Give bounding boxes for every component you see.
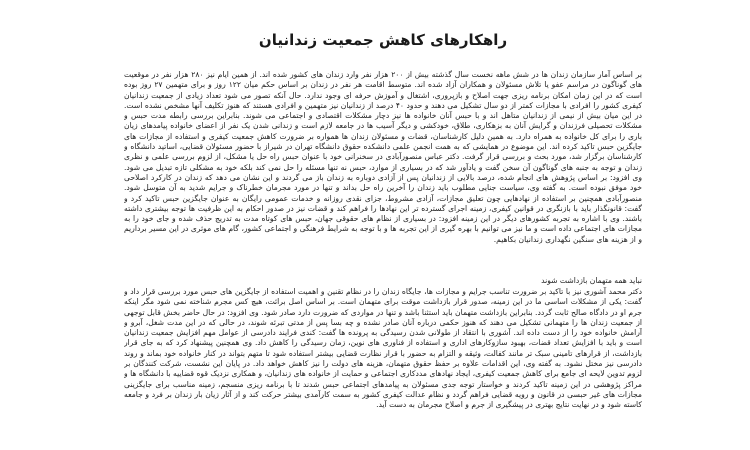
body-paragraph-detention: دکتر محمد آشوری نیز با تاکید بر ضرورت تناسب جرایم و مجازات ها، جایگاه زندان را در نظام تقنین و اهمیت استفاده از جایگزین های حبس مورد بررسی قرار داد و گفت: یکی از مشکلات اساسی ما در این زمینه، صدور قرار بازداشت موقت برای متهمان است. بر اساس اصل برائت، هیچ کس مجرم شناخته نمی شود مگر اینکه جرم او در دادگاه صالح ثابت گردد. بنابراین بازداشت متهمان باید استثنا باشد و تنها در مواردی که ضرورت دارد صادر شود. وی افزود: در حال حاضر بخش قابل توجهی از جمعیت زندان ها را متهمانی تشکیل می دهند که هنوز حکمی درباره آنان صادر نشده و چه بسا پس از مدتی تبرئه شوند، در حالی که در این مدت شغل، آبرو و آرامش خانواده خود را از دست داده اند. آشوری با انتقاد از طولانی شدن رسیدگی به پرونده ها گفت: کندی فرایند دادرسی از عوامل مهم افزایش جمعیت زندانیان است و باید با افزایش تعداد قضات، بهبود سازوکارهای اداری و استفاده از فناوری های نوین، زمان رسیدگی را کاهش داد. وی همچنین پیشنهاد کرد که به جای قرار بازداشت، از قرارهای تامینی سبک تر مانند کفالت، وثیقه و التزام به حضور با قرار نظارت قضایی بیشتر استفاده شود تا متهم بتواند در کنار خانواده خود بماند و روند دادرسی نیز مختل نشود. به گفته وی، این اقدامات علاوه بر حفظ حقوق متهمان، هزینه های دولت را نیز کاهش خواهد داد. در پایان این نشست، شرکت کنندگان بر لزوم تدوین لایحه ای جامع برای کاهش جمعیت کیفری، ایجاد نهادهای مددکاری اجتماعی و حمایت از خانواده های زندانیان، و همکاری نزدیک قوه قضاییه با دانشگاه ها و مراکز پژوهشی در این زمینه تاکید کردند و خواستار توجه جدی مسئولان به پیامدهای اجتماعی حبس شدند تا با برنامه ریزی منسجم، زمینه مناسب برای جایگزینی مجازات های غیر حبسی در قانون و رویه قضایی فراهم گردد و نظام عدالت کیفری کشور به سمت کارآمدی بیشتر حرکت کند و از آثار زیان بار زندان بر فرد و جامعه کاسته شود و در نهایت نتایج بهتری در پیشگیری از جرم و اصلاح مجرمان به دست آید. — [124, 287, 642, 410]
section-heading: نباید همه متهمان بازداشت شوند — [541, 276, 642, 285]
body-paragraph-intro: بر اساس آمار سازمان زندان ها در شش ماهه نخست سال گذشته بیش از ۲۰۰ هزار نفر وارد زندان های کشور شده اند. از همین ایام نیز ۲۸۰ هزار نفر در موقعیت های گوناگون در مراسم عفو یا تلاش مسئولان و همکاران آزاد شده اند. متوسط اقامت هر نفر در زندان بر اساس حکم میان ۱۲۲ روز و برای متهمین ۲۷ روز بوده است که در این زمان امکان برنامه ریزی جهت اصلاح و بازپروری، اشتغال و آموزش حرفه ای وجود ندارد. حال آنکه تصور می شود تعداد زیادی از جمعیت زندانیان کیفری کشور را افرادی با مجازات کمتر از دو سال تشکیل می دهند و حدود ۴۰ درصد از زندانیان نیز متهمین و افرادی هستند که هنوز تکلیف آنها مشخص نشده است. در این میان بیش از نیمی از زندانیان متاهل اند و با حبس آنان خانواده ها نیز دچار مشکلات اقتصادی و اجتماعی می شوند. بنابراین بررسی رابطه مدت حبس و مشکلات تحصیلی فرزندان و گرایش آنان به بزهکاری، طلاق، خودکشی و دیگر آسیب ها در جامعه لازم است و زندانی شدن یک نفر از اعضای خانواده پیامدهای زیان باری را برای کل خانواده به همراه دارد. به همین دلیل کارشناسان، قضات و مسئولان زندان ها همواره بر ضرورت کاهش جمعیت کیفری و استفاده از مجازات های جایگزین حبس تاکید کرده اند. این موضوع در همایشی که به همت انجمن علمی دانشکده حقوق دانشگاه تهران در شیراز با حضور مسئولان قضایی، اساتید دانشگاه و کارشناسان برگزار شد، مورد بحث و بررسی قرار گرفت. دکتر عباس منصورآبادی در سخنرانی خود با عنوان حبس راه حل یا مشکل، از لزوم بررسی علمی و نظری زندان و توجه به جنبه های گوناگون آن سخن گفت و یادآور شد که در بسیاری از موارد، حبس نه تنها مسئله را حل نمی کند بلکه خود به مشکلی تازه تبدیل می شود. وی افزود: بر اساس پژوهش های انجام شده، درصد بالایی از زندانیان پس از آزادی دوباره به زندان باز می گردند و این نشان می دهد که زندان در کارکرد اصلاحی خود موفق نبوده است. به گفته وی، سیاست جنایی مطلوب باید زندان را آخرین راه حل بداند و تنها در مورد مجرمان خطرناک و جرایم شدید به آن متوسل شود. منصورآبادی همچنین بر استفاده از نهادهایی چون تعلیق مجازات، آزادی مشروط، جزای نقدی روزانه و خدمات عمومی رایگان به عنوان جایگزین حبس تاکید کرد و گفت: قانونگذار باید با بازنگری در قوانین کیفری، زمینه اجرای گسترده تر این نهادها را فراهم کند و قضات نیز در صدور احکام به این ظرفیت ها توجه بیشتری داشته باشند. وی با اشاره به تجربه کشورهای دیگر در این زمینه افزود: در بسیاری از نظام های حقوقی جهان، حبس های کوتاه مدت به تدریج حذف شده و جای خود را به مجازات های اجتماعی داده است و ما نیز می توانیم با بهره گیری از این تجربه ها و با توجه به شرایط فرهنگی و اجتماعی کشور، گام های موثری در این مسیر برداریم و از هزینه های سنگین نگهداری زندانیان بکاهیم. — [124, 70, 642, 244]
document-title: راهکارهای کاهش جمعیت زندانیان — [258, 31, 508, 49]
